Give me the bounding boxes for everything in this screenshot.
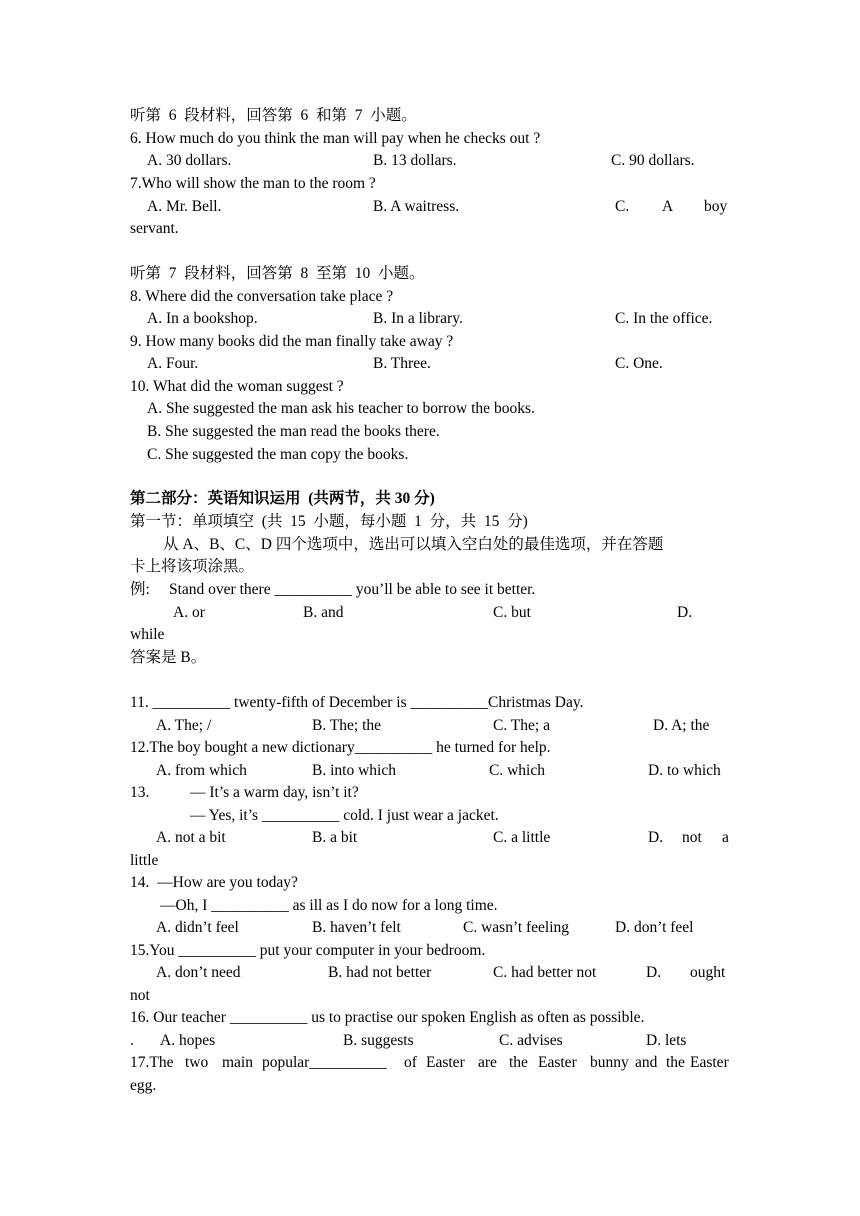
q7-option-b: B. A waitress. bbox=[373, 198, 460, 215]
q15-option-b: B. had not better bbox=[328, 964, 432, 981]
question-13-number: 13. bbox=[130, 784, 150, 801]
q6-option-b: B. 13 dollars. bbox=[373, 152, 457, 169]
q16-option-d: D. lets bbox=[646, 1032, 687, 1049]
q16-option-a: A. hopes bbox=[160, 1032, 216, 1049]
q13-option-d-continued: little bbox=[130, 852, 159, 869]
q17-word: and bbox=[635, 1054, 658, 1071]
q11-option-d: D. A; the bbox=[653, 717, 710, 734]
question-9-stem: 9. How many books did the man finally take away ? bbox=[130, 333, 454, 350]
example-option-d-continued: while bbox=[130, 626, 165, 643]
q10-option-a: A. She suggested the man ask his teacher to borrow the books. bbox=[147, 400, 535, 417]
q12-option-b: B. into which bbox=[312, 762, 396, 779]
q6-option-c: C. 90 dollars. bbox=[611, 152, 695, 169]
q9-option-c: C. One. bbox=[615, 355, 663, 372]
q13-option-a: A. not a bit bbox=[156, 829, 226, 846]
q17-word: Easter bbox=[690, 1054, 729, 1071]
section-7-header: 听第 7 段材料，回答第 8 至第 10 小题。 bbox=[130, 265, 425, 282]
q15-option-c: C. had better not bbox=[493, 964, 597, 981]
section-6-header: 听第 6 段材料，回答第 6 和第 7 小题。 bbox=[130, 107, 417, 124]
q17-word: are bbox=[478, 1054, 497, 1071]
q17-word: main bbox=[222, 1054, 253, 1071]
example-option-a: A. or bbox=[173, 604, 205, 621]
q13-dialogue-line-2: — Yes, it’s __________ cold. I just wear a jacket. bbox=[190, 807, 499, 824]
example-answer: 答案是 B。 bbox=[130, 649, 207, 666]
question-14-line-1: 14. —How are you today? bbox=[130, 874, 298, 891]
q15-option-a: A. don’t need bbox=[156, 964, 241, 981]
example-option-d: D. bbox=[677, 604, 693, 621]
q12-option-c: C. which bbox=[489, 762, 545, 779]
q12-option-a: A. from which bbox=[156, 762, 247, 779]
q7-option-c-word: boy bbox=[704, 198, 728, 215]
instructions-line-2: 卡上将该项涂黑。 bbox=[130, 558, 255, 575]
q11-option-c: C. The; a bbox=[493, 717, 550, 734]
example-stem: Stand over there __________ you’ll be able to see it better. bbox=[169, 581, 536, 598]
q7-option-c-continued: servant. bbox=[130, 220, 179, 237]
q13-option-c: C. a little bbox=[493, 829, 551, 846]
q8-option-c: C. In the office. bbox=[615, 310, 713, 327]
q15-option-d-word: ought bbox=[690, 964, 726, 981]
q11-option-a: A. The; / bbox=[156, 717, 212, 734]
q9-option-a: A. Four. bbox=[147, 355, 199, 372]
q7-option-a: A. Mr. Bell. bbox=[147, 198, 222, 215]
example-option-b: B. and bbox=[303, 604, 344, 621]
question-6-stem: 6. How much do you think the man will pay when he checks out ? bbox=[130, 130, 541, 147]
instructions-line-1: 从 A、B、C、D 四个选项中，选出可以填入空白处的最佳选项，并在答题 bbox=[163, 536, 664, 553]
q17-word: the bbox=[666, 1054, 685, 1071]
question-14-line-2: —Oh, I __________ as ill as I do now for a long time. bbox=[160, 897, 498, 914]
q17-word: popular__________ bbox=[262, 1054, 387, 1071]
question-16-stem: 16. Our teacher __________ us to practise our spoken English as often as possible. bbox=[130, 1009, 645, 1026]
q13-option-b: B. a bit bbox=[312, 829, 358, 846]
q13-option-d-word: not bbox=[682, 829, 702, 846]
q14-option-b: B. haven’t felt bbox=[312, 919, 401, 936]
q16-option-c: C. advises bbox=[499, 1032, 563, 1049]
q7-option-c-label: C. bbox=[615, 198, 630, 215]
q7-option-c-word: A bbox=[662, 198, 674, 215]
q13-option-d-label: D. bbox=[648, 829, 664, 846]
q17-word: two bbox=[185, 1054, 209, 1071]
example-option-c: C. but bbox=[493, 604, 531, 621]
q15-option-d-continued: not bbox=[130, 987, 150, 1004]
q17-word: Easter bbox=[538, 1054, 577, 1071]
q17-word: Easter bbox=[426, 1054, 465, 1071]
part-2-title: 第二部分：英语知识运用 (共两节，共 30 分) bbox=[130, 490, 435, 507]
q10-option-b: B. She suggested the man read the books there. bbox=[147, 423, 440, 440]
q11-option-b: B. The; the bbox=[312, 717, 382, 734]
question-10-stem: 10. What did the woman suggest ? bbox=[130, 378, 344, 395]
question-7-stem: 7.Who will show the man to the room ? bbox=[130, 175, 376, 192]
question-8-stem: 8. Where did the conversation take place ? bbox=[130, 288, 394, 305]
example-label: 例: bbox=[130, 581, 150, 598]
q13-option-d-word: a bbox=[722, 829, 729, 846]
section-1-title: 第一节：单项填空 (共 15 小题，每小题 1 分，共 15 分) bbox=[130, 513, 528, 530]
q15-option-d-label: D. bbox=[646, 964, 662, 981]
q14-option-c: C. wasn’t feeling bbox=[463, 919, 570, 936]
q16-stray-dot: . bbox=[130, 1032, 134, 1049]
q8-option-a: A. In a bookshop. bbox=[147, 310, 258, 327]
q14-option-a: A. didn’t feel bbox=[156, 919, 239, 936]
q9-option-b: B. Three. bbox=[373, 355, 431, 372]
question-17-line-2: egg. bbox=[130, 1077, 157, 1094]
q12-option-d: D. to which bbox=[648, 762, 721, 779]
question-15-stem: 15.You __________ put your computer in your bedroom. bbox=[130, 942, 486, 959]
q14-option-d: D. don’t feel bbox=[615, 919, 694, 936]
q17-word: bunny bbox=[590, 1054, 629, 1071]
question-11-stem: 11. __________ twenty-fifth of December is __________Christmas Day. bbox=[130, 694, 584, 711]
q13-dialogue-line-1: — It’s a warm day, isn’t it? bbox=[190, 784, 359, 801]
q10-option-c: C. She suggested the man copy the books. bbox=[147, 446, 409, 463]
q16-option-b: B. suggests bbox=[343, 1032, 414, 1049]
q17-word: of bbox=[404, 1054, 417, 1071]
q8-option-b: B. In a library. bbox=[373, 310, 463, 327]
q17-word: the bbox=[509, 1054, 528, 1071]
q6-option-a: A. 30 dollars. bbox=[147, 152, 232, 169]
question-12-stem: 12.The boy bought a new dictionary__________ he turned for help. bbox=[130, 739, 551, 756]
q17-word: 17.The bbox=[130, 1054, 174, 1071]
